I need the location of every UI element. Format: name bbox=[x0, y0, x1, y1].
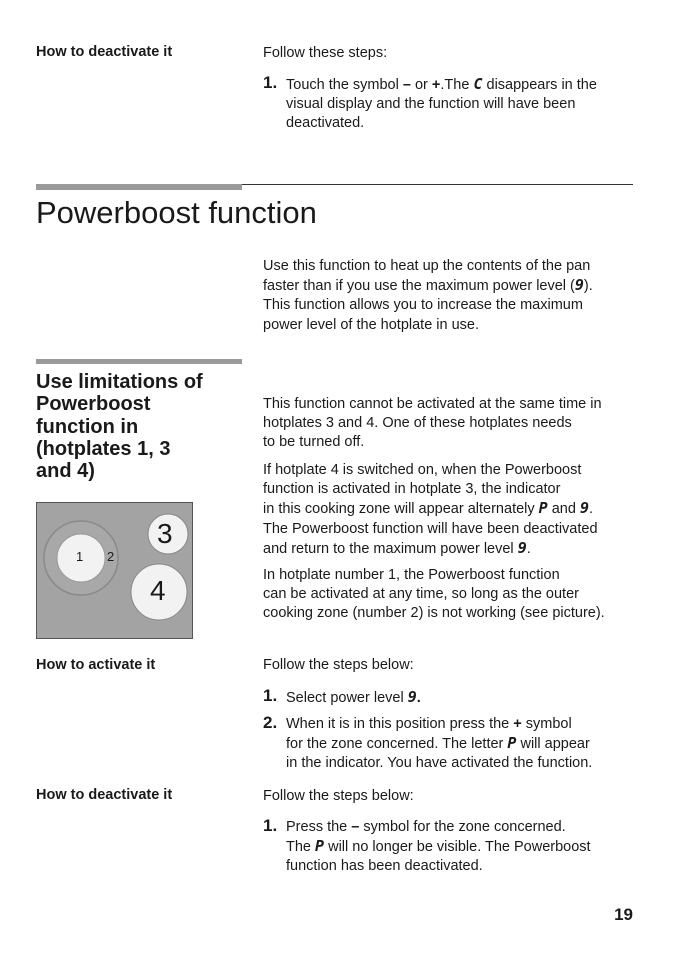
title-accent-bar bbox=[36, 184, 242, 190]
deactivate-step-1 bbox=[263, 818, 633, 877]
page-title: Powerboost function bbox=[36, 195, 317, 230]
deactivate-top-step-1 bbox=[263, 75, 633, 134]
step-number: 1. bbox=[263, 73, 278, 92]
limitations-paragraph-1: This function cannot be activated at the same time in hotplates 3 and 4. One of these hotplates needs to be turned off. bbox=[263, 396, 602, 451]
minus-symbol: – bbox=[402, 77, 411, 93]
segment-p-icon: P bbox=[315, 837, 325, 856]
zone-1-label: 1 bbox=[76, 549, 84, 564]
intro-paragraph: Use this function to heat up the contents of the pan faster than if you use the maximum power level (9). This function allows you to increase the maximum power level of the hotplate in use. bbox=[263, 258, 593, 333]
step-text: Select power level 9. bbox=[286, 688, 421, 706]
zone-3-label: 3 bbox=[157, 518, 173, 549]
activate-intro: Follow the steps below: bbox=[263, 657, 414, 673]
segment-9-icon: 9 bbox=[579, 499, 589, 518]
step-text: When it is in this position press the + symbol for the zone concerned. The letter P will appear in the indicator. You have activated the function. bbox=[286, 716, 593, 772]
step-number: 1. bbox=[263, 686, 278, 705]
limitations-paragraph-2: If hotplate 4 is switched on, when the Powerboost function is activated in hotplate 3, the indicator in this cooking zone will appear alternately P and 9. The Powerboost function will have been deactivated and return to the maximum power level 9. bbox=[263, 462, 598, 557]
step-text: Touch the symbol – or +.The C disappears in the visual display and the function will have been deactivated. bbox=[286, 75, 597, 132]
activate-step-1 bbox=[263, 688, 633, 708]
segment-p-icon: P bbox=[538, 499, 548, 518]
plus-symbol: + bbox=[513, 716, 522, 732]
hob-diagram bbox=[36, 502, 193, 639]
limitations-paragraph-3: In hotplate number 1, the Powerboost function can be activated at any time, so long as the outer cooking zone (number 2) is not working (see picture). bbox=[263, 567, 605, 622]
segment-9-icon: 9 bbox=[574, 276, 584, 295]
activate-step-2 bbox=[263, 715, 633, 774]
step-number: 1. bbox=[263, 816, 278, 835]
limitations-heading: Use limitations of Powerboost function in (hotplates 1, 3 and 4) bbox=[36, 371, 203, 483]
section-label-activate: How to activate it bbox=[36, 657, 156, 673]
segment-9-icon: 9 bbox=[517, 538, 527, 557]
segment-9-icon: 9 bbox=[407, 688, 417, 706]
title-rule bbox=[242, 184, 633, 185]
subsection-accent-bar bbox=[36, 359, 242, 364]
section-label-deactivate: How to deactivate it bbox=[36, 787, 173, 803]
minus-symbol: – bbox=[351, 819, 360, 835]
segment-p-icon: P bbox=[507, 734, 517, 753]
step-number: 2. bbox=[263, 713, 278, 732]
step-text: Press the – symbol for the zone concerned. The P will no longer be visible. The Powerboost function has been deactivated. bbox=[286, 819, 591, 875]
zone-4-label: 4 bbox=[150, 575, 166, 606]
zone-2-label: 2 bbox=[107, 549, 115, 564]
deactivate-intro: Follow the steps below: bbox=[263, 788, 414, 804]
section-label-deactivate-top: How to deactivate it bbox=[36, 44, 173, 60]
deactivate-top-intro: Follow these steps: bbox=[263, 45, 388, 61]
segment-c-icon: C bbox=[473, 75, 483, 93]
plus-symbol: + bbox=[431, 77, 441, 93]
page-number: 19 bbox=[614, 905, 633, 924]
